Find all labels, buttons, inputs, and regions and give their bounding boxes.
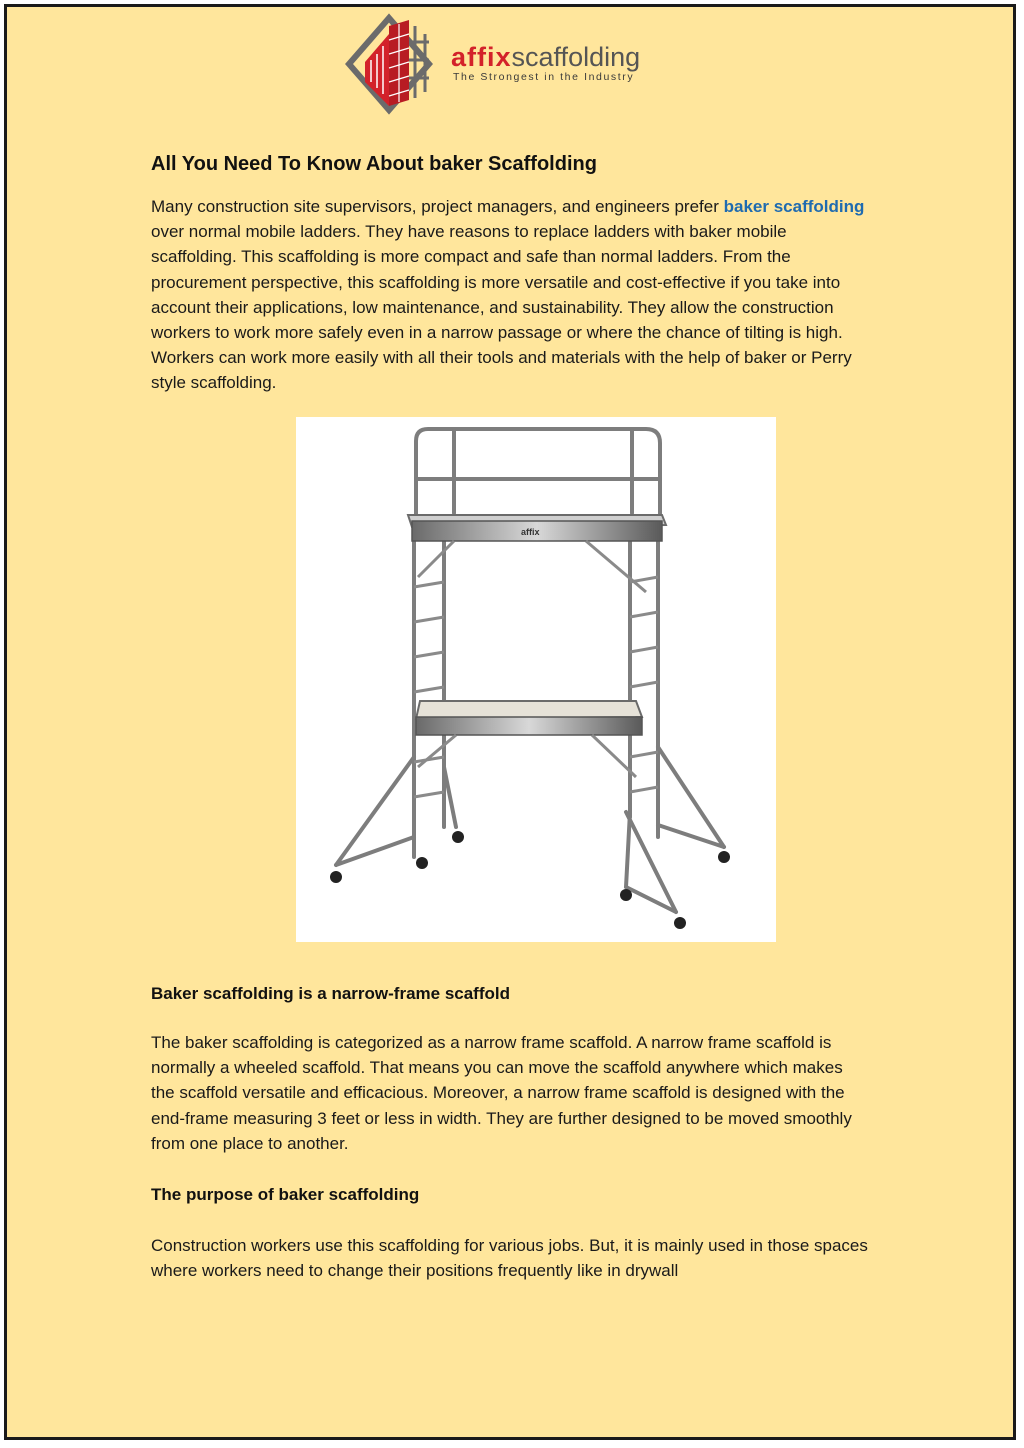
image-brand-text: affix	[521, 527, 540, 537]
article-title: All You Need To Know About baker Scaffolding	[151, 153, 597, 175]
logo-wordmark	[451, 42, 640, 72]
logo-tagline: The Strongest in the Industry	[453, 71, 635, 83]
intro-text-start: Many construction site supervisors, project managers, and engineers prefer	[151, 197, 724, 216]
section-heading-purpose: The purpose of baker scaffolding	[151, 1185, 420, 1204]
intro-paragraph	[151, 194, 871, 396]
section-body-narrow-frame: The baker scaffolding is categorized as a narrow frame scaffold. A narrow frame scaffold is normally a wheeled scaffold. That means you can move the scaffold anywhere which makes the scaffold versatile and efficacious. Moreover, a narrow frame scaffold is designed with the end-frame measuring 3 feet or less in width. They are further designed to be moved smoothly from one place to another.	[151, 1033, 852, 1153]
section-body-purpose: Construction workers use this scaffolding for various jobs. But, it is mainly used in those spaces where workers need to change their positions frequently like in drywall	[151, 1236, 868, 1281]
baker-scaffolding-link[interactable]: baker scaffolding	[723, 197, 865, 216]
baker-scaffold-illustration	[296, 417, 776, 942]
intro-text-end: over normal mobile ladders. They have reasons to replace ladders with baker mobile scaffolding. This scaffolding is more compact and safe than normal ladders. From the procurement perspective, this scaffolding is more versatile and cost-effective if you take into account their applications, low maintenance, and sustainability. They allow the construction workers to work more safely even in a narrow passage or where the chance of tilting is high. Workers can work more easily with all their tools and materials with the help of baker or Perry style scaffolding.	[151, 222, 852, 393]
building-logo-icon	[343, 12, 453, 116]
scaffold-image	[296, 417, 776, 942]
logo-brand-affix: affix	[451, 42, 512, 72]
affix-logo	[343, 12, 663, 116]
section-heading-narrow-frame: Baker scaffolding is a narrow-frame scaffold	[151, 984, 510, 1003]
article-intro	[151, 150, 871, 393]
logo-brand-scaffolding: scaffolding	[511, 42, 641, 72]
